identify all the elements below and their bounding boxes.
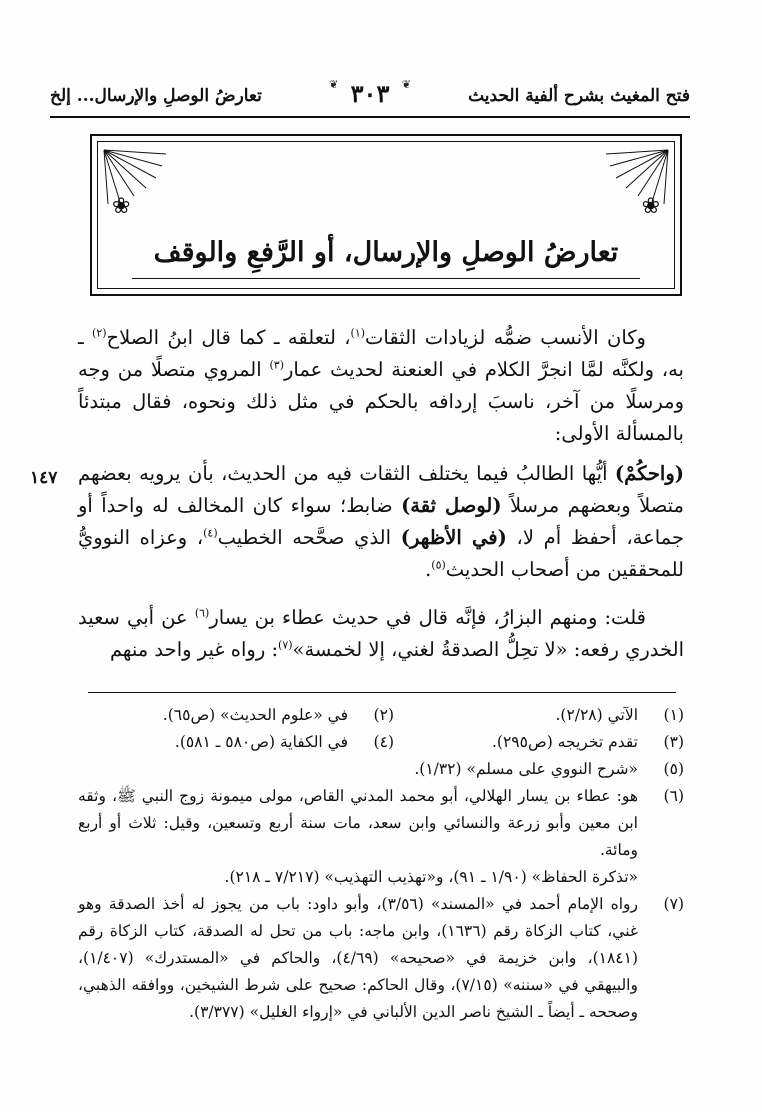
- flower-icon: ❀: [112, 194, 131, 219]
- book-title: فتح المغيث بشرح ألفية الحديث: [468, 86, 690, 106]
- running-chapter-title: تعارضُ الوصلِ والإرسال... إلخ: [50, 86, 262, 106]
- footnote-6-sources: «تذكرة الحفاظ» (١/٩٠ ـ ٩١)، و«تهذيب التهذيب» (٧/٢١٧ ـ ٢١٨).: [224, 868, 638, 886]
- footnote-text: تقدم تخريجه (ص٢٩٥).: [492, 733, 638, 751]
- footnote-6: [78, 783, 684, 864]
- footnote-ref[interactable]: (٧): [278, 638, 293, 652]
- chapter-title: تعارضُ الوصلِ والإرسال، أو الرَّفعِ والوقف: [153, 237, 619, 268]
- text-run: عن أبي سعيد الخدري رفعه: «لا تحِلُّ الصدقةُ لغني، إلا لخمسة»: [78, 606, 684, 661]
- text-run: : رواه غير واحد منهم: [109, 638, 279, 661]
- footnote-text: «شرح النووي على مسلم» (١/٣٢).: [414, 760, 638, 778]
- footnote-3: [492, 729, 684, 756]
- text-run: المروي متصلًا من وجه ومرسلًا من آخر، ناسبَ إردافه بالحكم في مثل ذلك ونحوه، فقال مبتدئاً بالمسألة الأولى:: [78, 358, 684, 445]
- paragraph-2: [78, 458, 684, 586]
- text-run: قلت: ومنهم البزارُ، فإنَّه قال في حديث عطاء بن يسار: [209, 606, 646, 629]
- footnote-ref[interactable]: (٥): [431, 558, 446, 572]
- text-run: ، وعزاه النوويُّ للمحققين من أصحاب الحديث: [78, 526, 684, 581]
- text-run: ، لتعلقه ـ كما قال ابنُ الصلاح: [106, 326, 351, 349]
- footnote-number: (٤): [373, 733, 394, 751]
- text-run: ـ به، ولكنَّه لمَّا انجرَّ الكلام في العنعنة لحديث عمار: [78, 326, 684, 381]
- footnote-row: [78, 729, 684, 756]
- footnote-text: في «علوم الحديث» (ص٦٥).: [162, 706, 348, 724]
- footnote-text: هو: عطاء بن يسار الهلالي، أبو محمد المدني القاص، مولى ميمونة زوج النبي ﷺ، وثقه ابن معين وأبو زرعة والنسائي وابن سعد، مات سنة أربع وتسعين، وقيل: ثلاث أو أربع ومائة.: [78, 787, 638, 859]
- footnote-1: [555, 702, 684, 729]
- footnotes: [78, 702, 684, 1026]
- footnote-2: [163, 702, 394, 729]
- text-run: الذي صحَّحه الخطيب: [217, 526, 401, 549]
- footnote-number: (٥): [663, 760, 684, 778]
- sunburst-fan-icon: [602, 146, 672, 206]
- chapter-title-band: [132, 228, 640, 279]
- footnote-text: في الكفاية (ص٥٨٠ ـ ٥٨١).: [174, 733, 348, 751]
- footnote-ref[interactable]: (١): [350, 326, 366, 340]
- sunburst-fan-icon: [100, 146, 170, 206]
- footnote-number: (٧): [663, 895, 684, 913]
- text-run: أيُّها الطالبُ فيما يختلف الثقات فيه من الحديث، بأن يرويه بعضهم متصلاً وبعضهم مرسلاً: [78, 462, 684, 517]
- ornament-icon: ❦: [329, 78, 339, 91]
- margin-number: ١٤٧: [30, 468, 58, 488]
- footnote-row: [78, 702, 684, 729]
- text-run: وكان الأنسب ضمُّه لزيادات الثقات: [365, 326, 646, 349]
- footnote-separator: [88, 692, 676, 693]
- footnote-7: [78, 891, 684, 1026]
- paragraph-3: [78, 602, 684, 666]
- running-header: [50, 78, 690, 114]
- footnote-number: (١): [663, 706, 684, 724]
- footnote-number: (٦): [663, 787, 684, 805]
- verse-quote: (في الأظهر): [400, 526, 507, 549]
- page-number-box: [329, 78, 411, 110]
- footnote-text: الآتي (٢/٢٨).: [555, 706, 638, 724]
- footnote-text: رواه الإمام أحمد في «المسند» (٣/٥٦)، وأبو داود: باب من يجوز له أخذ الصدقة وهو غني، كتاب الزكاة رقم (١٦٣٦)، وابن ماجه: باب من تحل له الصدقة، كتاب الزكاة رقم (١٨٤١)، وابن خزيمة في «صحيحه» (٤/٦٩)، والحاكم في «المستدرك» (١/٤٠٧)، والبيهقي في «سننه» (٧/١٥)، وقال الحاكم: صحيح على شرط الشيخين، ووافقه الذهبي، وصححه ـ أيضاً ـ الشيخ ناصر الدين الألباني في «إرواء الغليل» (٣/٣٧٧).: [78, 895, 638, 1021]
- ornament-icon: ❦: [401, 78, 411, 91]
- text-run: ضابط؛ سواء كان المخالف له واحداً أو جماعة، أحفظ أم لا،: [78, 494, 685, 549]
- footnote-5: [78, 756, 684, 783]
- chapter-title-frame: [90, 134, 682, 296]
- footnote-ref[interactable]: (٤): [203, 526, 218, 540]
- footnote-4: [175, 729, 394, 756]
- verse-quote: (واحكُمْ): [614, 462, 684, 485]
- footnote-ref[interactable]: (٦): [194, 606, 210, 620]
- paragraph-1: [78, 322, 684, 450]
- text-run: .: [425, 558, 432, 581]
- header-rule: [50, 116, 690, 118]
- footnote-number: (٢): [373, 706, 394, 724]
- footnote-ref[interactable]: (٣): [269, 358, 284, 372]
- footnote-ref[interactable]: (٢): [92, 326, 107, 340]
- flower-icon: ❀: [641, 194, 660, 219]
- verse-quote: (لوصل ثقة): [401, 494, 502, 517]
- page-number: ٣٠٣: [350, 79, 390, 108]
- footnote-number: (٣): [663, 733, 684, 751]
